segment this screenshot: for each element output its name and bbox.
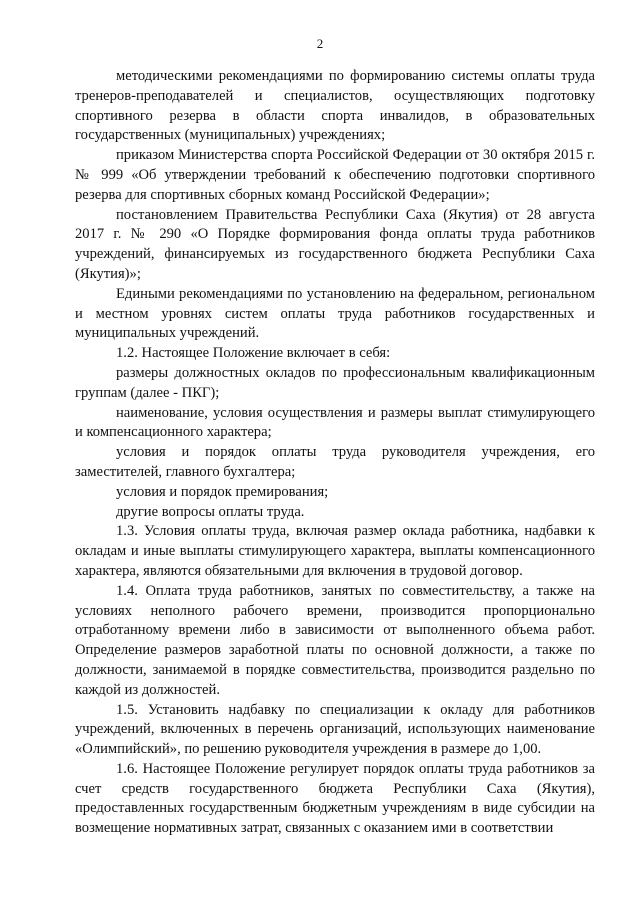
- paragraph: приказом Министерства спорта Российской Федерации от 30 октября 2015 г. № 999 «Об утверждении требований к обеспечению подготовки спортивного резерва для спортивных сборных команд Российской Федерации»;: [75, 147, 595, 203]
- page-number: 2: [316, 36, 324, 51]
- paragraph: наименование, условия осуществления и размеры выплат стимулирующего и компенсационного характера;: [75, 404, 595, 441]
- paragraph: 1.3. Условия оплаты труда, включая размер оклада работника, надбавки к окладам и иные выплаты стимулирующего характера, выплаты компенсационного характера, являются обязательными для включения в трудовой договор.: [75, 523, 595, 579]
- paragraph: 1.6. Настоящее Положение регулирует порядок оплаты труда работников за счет средств государственного бюджета Республики Саха (Якутия), предоставленных государственным бюджетным учреждениям в виде субсидии на возмещение нормативных затрат, связанных с оказанием ими в соответствии: [75, 760, 595, 837]
- paragraph: Едиными рекомендациями по установлению на федеральном, региональном и местном уровнях систем оплаты труда работников государственных и муниципальных учреждений.: [75, 285, 595, 342]
- paragraph: другие вопросы оплаты труда.: [116, 503, 305, 520]
- paragraph: условия и порядок премирования;: [116, 483, 329, 500]
- paragraph: 1.5. Установить надбавку по специализации к окладу для работников учреждений, включенных в перечень организаций, использующих наименование «Олимпийский», по решению руководителя учреждения в размере до 1,00.: [75, 701, 595, 758]
- paragraph: методическими рекомендациями по формированию системы оплаты труда тренеров-преподавателей и специалистов, осуществляющих подготовку спортивного резерва в области спорта инвалидов, в образовательных государственных (муниципальных) учреждениях;: [75, 68, 595, 144]
- paragraph: условия и порядок оплаты труда руководителя учреждения, его заместителей, главного бухгалтера;: [75, 444, 595, 480]
- paragraph: 1.4. Оплата труда работников, занятых по совместительству, а также на условиях неполного рабочего времени, производится пропорционально отработанному времени либо в зависимости от выполненного объема работ. Определение размеров заработной платы по основной должности, а также по должности, занимаемой в порядке совместительства, производится раздельно по каждой из должностей.: [75, 582, 595, 698]
- paragraph: размеры должностных окладов по профессиональным квалификационным группам (далее - ПКГ);: [75, 364, 595, 401]
- paragraph: постановлением Правительства Республики Саха (Якутия) от 28 августа 2017 г. № 290 «О Порядке формирования фонда оплаты труда работников учреждений, финансируемых из государственного бюджета Республики Саха (Якутия)»;: [75, 206, 595, 282]
- paragraph: 1.2. Настоящее Положение включает в себя:: [116, 345, 391, 362]
- document-body: [75, 67, 595, 839]
